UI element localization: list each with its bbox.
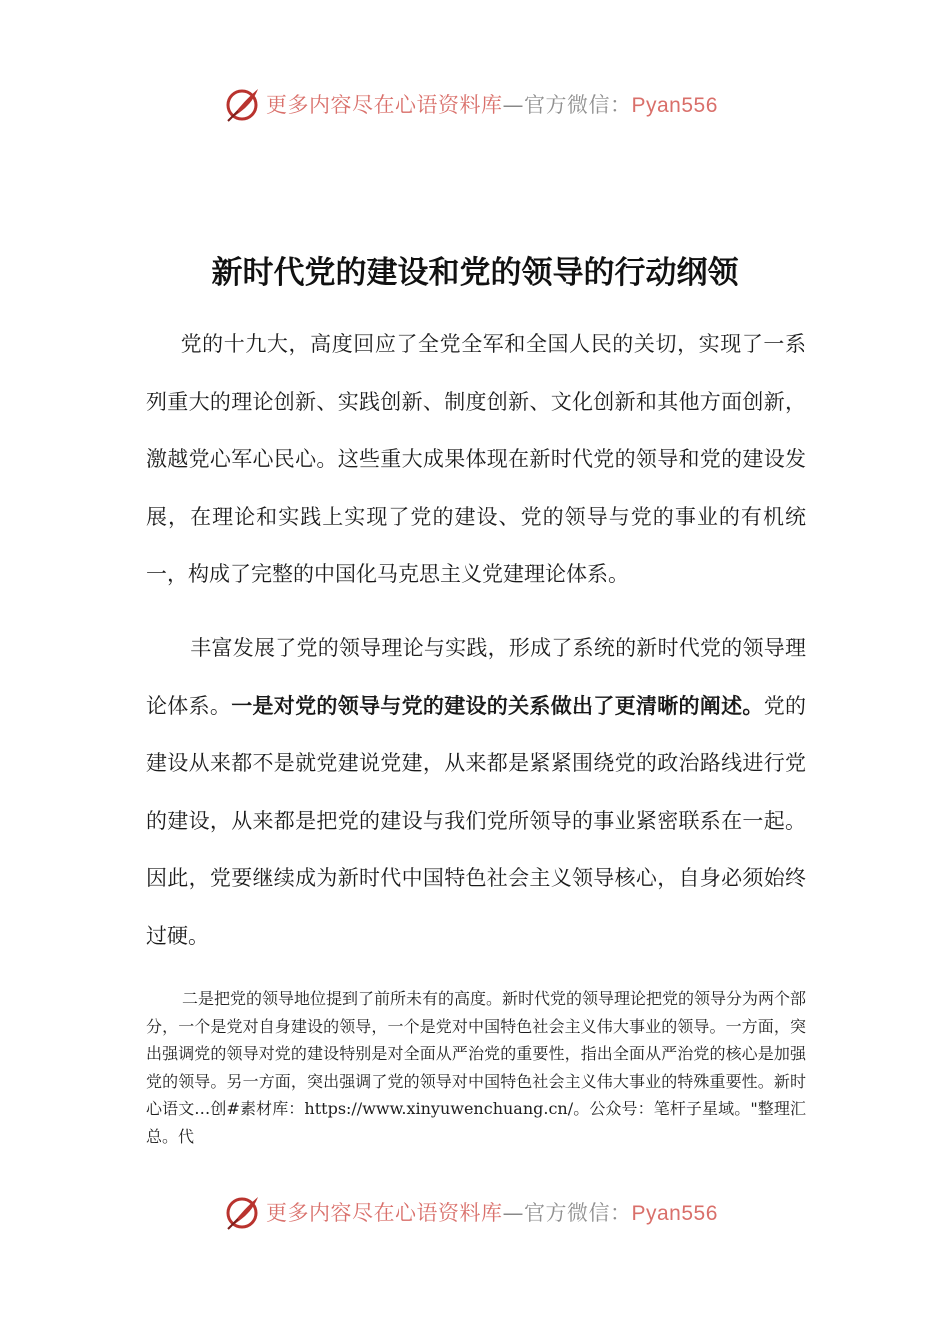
paragraph-2-bold: 一是对党的领导与党的建设的关系做出了更清晰的阐述。: [231, 693, 764, 718]
paragraph-3: [146, 985, 806, 1151]
banner-main-text: 更多内容尽在心语资料库: [266, 1201, 503, 1225]
banner-text: [266, 1197, 718, 1227]
banner-separator: —: [502, 1201, 524, 1225]
banner-wechat-label: 官方微信：: [524, 1201, 632, 1225]
paragraph-2-lead: 丰富发展了党的领导理论与实践，形成了系统的新时代党的领导理论体系。: [146, 636, 806, 718]
quill-logo-icon: [224, 85, 262, 123]
banner-separator: —: [502, 93, 524, 117]
paragraph-2-rest: 党的建设从来都不是就党建说党建，从来都是紧紧围绕党的政治路线进行党的建设，从来都是把党的建设与我们党所领导的事业紧密联系在一起。因此，党要继续成为新时代中国特色社会主义领导核心，自身必须始终过硬。: [146, 693, 807, 948]
paragraph-2: [146, 620, 806, 966]
quill-logo-icon: [224, 1193, 262, 1231]
paragraph-1-text: 党的十九大，高度回应了全党全军和全国人民的关切，实现了一系列重大的理论创新、实践创新、制度创新、文化创新和其他方面创新，激越党心军心民心。这些重大成果体现在新时代党的领导和党的建设发展，在理论和实践上实现了党的建设、党的领导与党的事业的有机统一，构成了完整的中国化马克思主义党建理论体系。: [146, 332, 806, 587]
header-banner: [0, 84, 950, 124]
paragraph-1: [146, 316, 806, 604]
banner-text: [266, 89, 718, 119]
document-title: 新时代党的建设和党的领导的行动纲领: [211, 255, 739, 291]
banner-wechat-id: Pyan556: [631, 94, 718, 117]
paragraph-3-text: 二是把党的领导地位提到了前所未有的高度。新时代党的领导理论把党的领导分为两个部分，一个是党对自身建设的领导，一个是党对中国特色社会主义伟大事业的领导。一方面，突出强调党的领导对党的建设特别是对全面从严治党的重要性，指出全面从严治党的核心是加强党的领导。另一方面，突出强调了党的领导对中国特色社会主义伟大事业的特殊重要性。新时心语文…创#素材库：https://www.xinyuwenchuang.cn/。公众号：笔杆子星域。"整理汇总。代: [146, 989, 807, 1146]
banner-wechat-id: Pyan556: [631, 1202, 718, 1225]
footer-banner: [0, 1192, 950, 1232]
banner-wechat-label: 官方微信：: [524, 93, 632, 117]
banner-main-text: 更多内容尽在心语资料库: [266, 93, 503, 117]
